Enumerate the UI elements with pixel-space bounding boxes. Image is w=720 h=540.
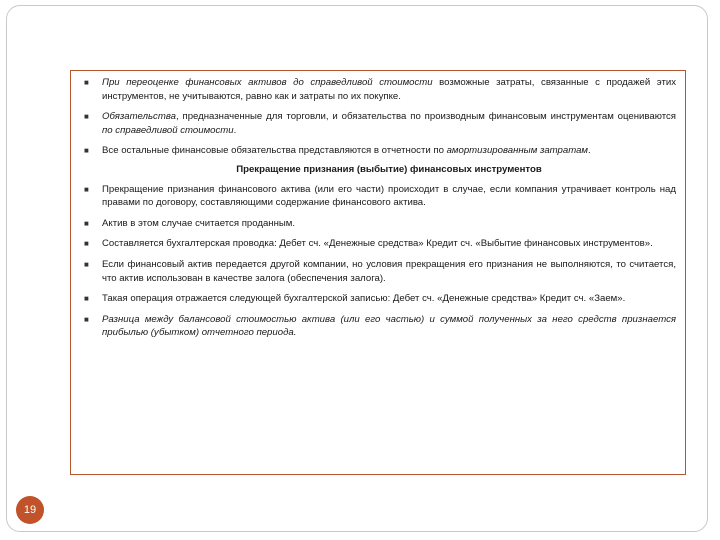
italic-text: Обязательства (102, 111, 176, 123)
list-item (82, 144, 676, 158)
body-text: возможные затраты, связанные с продажей этих инструментов, не учитываются, равно как и затраты по их покупке. (102, 77, 676, 102)
list-item (82, 292, 676, 306)
body-text: . (233, 124, 237, 136)
section-heading: Прекращение признания (выбытие) финансовых инструментов (236, 163, 542, 175)
list-item (82, 237, 676, 251)
body-text: . (588, 145, 591, 157)
body-text: Актив в этом случае считается проданным. (102, 217, 296, 229)
italic-text: по справедливой стоимости (102, 124, 234, 136)
bullet-icon: ■ (84, 294, 89, 304)
italic-text: амортизированным затратам (446, 145, 589, 157)
bullet-icon: ■ (84, 314, 89, 324)
list-item (82, 183, 676, 210)
bullet-icon: ■ (84, 259, 89, 269)
page-number-badge: 19 (16, 496, 44, 524)
body-text: Все остальные финансовые обязательства представляются в отчетности по (102, 145, 447, 157)
body-text: Прекращение признания финансового актива (или его части) происходит в случае, если компания утрачивает контроль над правами по договору, составляющими содержание финансового актива. (102, 183, 676, 209)
list-item (82, 217, 676, 231)
list-item (82, 110, 676, 137)
body-text: Если финансовый актив передается другой компании, но условия прекращения его признания не выполняются, то считается, что актив использован в качестве залога (обеспечения залога). (102, 258, 676, 284)
bullet-icon: ■ (84, 239, 89, 249)
italic-text: При переоценке финансовых активов до справедливой стоимости (102, 77, 433, 88)
bullet-icon: ■ (84, 218, 89, 228)
list-item (82, 313, 676, 340)
bullet-list (82, 76, 676, 347)
italic-text: Разница между балансовой стоимостью актива (или его частью) и суммой полученных за него средств признается прибылью (убытком) отчетного периода. (102, 313, 676, 339)
body-text: Составляется бухгалтерская проводка: Дебет сч. «Денежные средства» Кредит сч. «Выбытие финансовых инструментов». (102, 238, 653, 250)
bullet-icon: ■ (84, 184, 89, 194)
body-text: Такая операция отражается следующей бухгалтерской записью: Дебет сч. «Денежные средства» Кредит сч. «Заем». (102, 293, 626, 305)
list-item (82, 76, 676, 103)
bullet-icon: ■ (84, 146, 89, 156)
body-text: , предназначенные для торговли, и обязательства по производным финансовым инструментам оцениваются (175, 111, 676, 123)
bullet-icon: ■ (84, 112, 89, 122)
list-item (82, 258, 676, 285)
bullet-icon: ■ (84, 78, 89, 87)
